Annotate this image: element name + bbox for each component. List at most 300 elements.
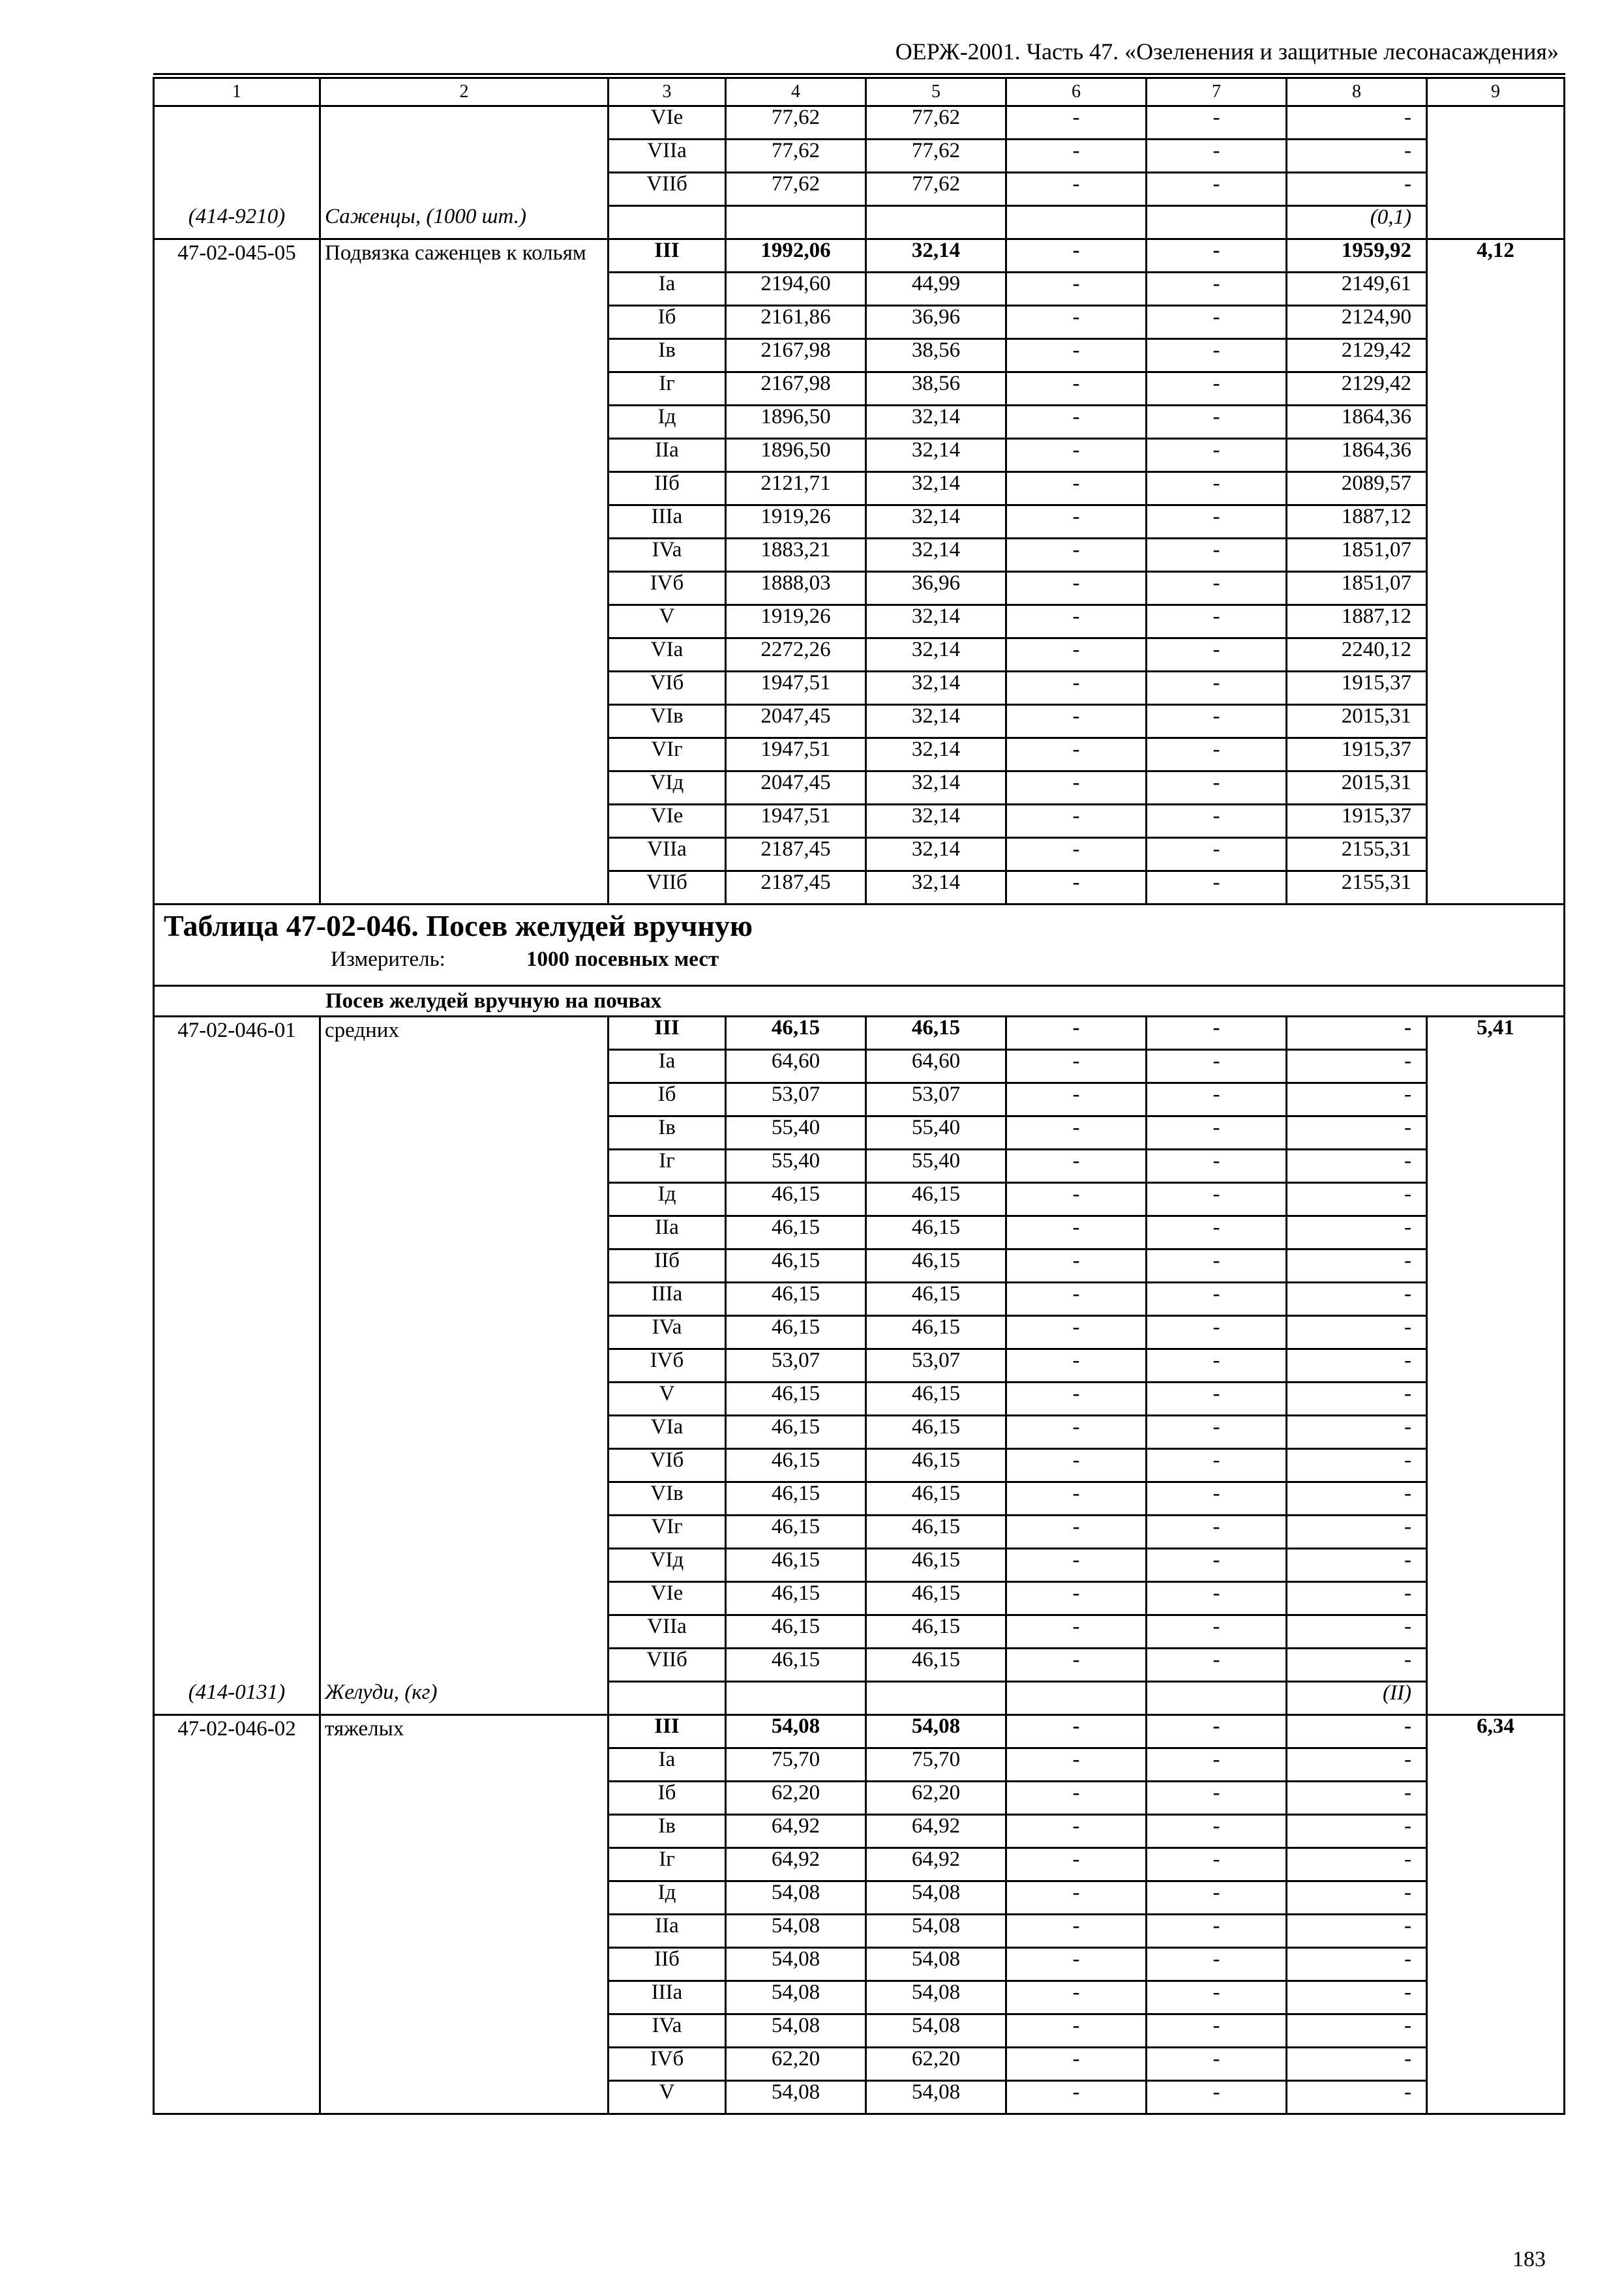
column-number: 6 [1006,78,1147,106]
wages-cell: 32,14 [866,439,1006,472]
materials-cell: 2129,42 [1287,372,1427,406]
zone-cell: VIIб [609,1649,726,1682]
table-title: Таблица 47-02-046. Посев желудей вручную [164,909,753,942]
empty-cell [726,206,866,239]
drivers-wages-cell: - [1147,572,1287,605]
wages-cell: 46,15 [866,1549,1006,1582]
materials-cell: - [1287,1316,1427,1349]
wages-cell: 54,08 [866,2014,1006,2048]
machines-cell: - [1006,771,1147,805]
zone-cell: VIIa [609,1615,726,1649]
machines-cell: - [1006,1482,1147,1516]
drivers-wages-cell: - [1147,1316,1287,1349]
machines-cell: - [1006,239,1147,273]
drivers-wages-cell: - [1147,306,1287,339]
machines-cell: - [1006,372,1147,406]
wages-cell: 55,40 [866,1116,1006,1150]
column-number: 8 [1287,78,1427,106]
wages-cell: 46,15 [866,1249,1006,1283]
drivers-wages-cell: - [1147,1881,1287,1915]
empty-cell [726,1682,866,1715]
zone-cell: Iб [609,1083,726,1116]
machines-cell: - [1006,1017,1147,1050]
total-cost-cell: 1947,51 [726,672,866,705]
total-cost-cell: 1947,51 [726,805,866,838]
wages-cell: 54,08 [866,1915,1006,1948]
machines-cell: - [1006,1050,1147,1083]
resource-qty: (0,1) [1287,206,1427,239]
drivers-wages-cell: - [1147,1249,1287,1283]
zone-cell: Iб [609,306,726,339]
zone-cell: V [609,605,726,638]
machines-cell: - [1006,1150,1147,1183]
materials-cell: 1887,12 [1287,605,1427,638]
wages-cell: 32,14 [866,406,1006,439]
total-cost-cell: 1888,03 [726,572,866,605]
drivers-wages-cell: - [1147,472,1287,505]
zone-cell: Iд [609,1881,726,1915]
materials-cell: - [1287,2014,1427,2048]
work-code: 47-02-046-02 [154,1715,320,2114]
total-cost-cell: 2167,98 [726,372,866,406]
total-cost-cell: 46,15 [726,1017,866,1050]
total-cost-cell: 54,08 [726,1881,866,1915]
total-cost-cell: 54,08 [726,2014,866,2048]
total-cost-cell: 1896,50 [726,439,866,472]
zone-cell: VIд [609,771,726,805]
column-number: 1 [154,78,320,106]
work-code: 47-02-045-05 [154,239,320,905]
zone-cell: Iв [609,1116,726,1150]
empty-cell [1006,206,1147,239]
total-cost-cell: 54,08 [726,2081,866,2114]
resource-name: Саженцы, (1000 шт.) [320,206,609,239]
wages-cell: 54,08 [866,2081,1006,2114]
total-cost-cell: 53,07 [726,1083,866,1116]
wages-cell: 38,56 [866,339,1006,372]
drivers-wages-cell: - [1147,1516,1287,1549]
materials-cell: - [1287,1183,1427,1216]
empty-cell [866,1682,1006,1715]
table-row [154,1017,1565,1050]
column-number: 5 [866,78,1006,106]
materials-cell: - [1287,1050,1427,1083]
wages-cell: 44,99 [866,273,1006,306]
drivers-wages-cell: - [1147,406,1287,439]
zone-cell: Iг [609,372,726,406]
column-number: 3 [609,78,726,106]
total-cost-cell: 54,08 [726,1715,866,1748]
zone-cell: V [609,2081,726,2114]
machines-cell: - [1006,1948,1147,1981]
machines-cell: - [1006,306,1147,339]
zone-cell: IIa [609,1915,726,1948]
work-name: Подвязка саженцев к кольям [320,239,609,905]
materials-cell: - [1287,106,1427,140]
machines-cell: - [1006,572,1147,605]
drivers-wages-cell: - [1147,1482,1287,1516]
empty-cell [609,206,726,239]
total-cost-cell: 55,40 [726,1116,866,1150]
column-number: 7 [1147,78,1287,106]
wages-cell: 32,14 [866,805,1006,838]
materials-cell: - [1287,1116,1427,1150]
drivers-wages-cell: - [1147,705,1287,738]
zone-cell: V [609,1383,726,1416]
zone-cell: VIIa [609,838,726,871]
zone-cell: VIe [609,1582,726,1615]
machines-cell: - [1006,1549,1147,1582]
wages-cell: 36,96 [866,306,1006,339]
materials-cell: 2015,31 [1287,771,1427,805]
drivers-wages-cell: - [1147,372,1287,406]
drivers-wages-cell: - [1147,2014,1287,2048]
machines-cell: - [1006,605,1147,638]
measure-value: 1000 посевных мест [526,947,719,971]
materials-cell: 1851,07 [1287,539,1427,572]
drivers-wages-cell: - [1147,771,1287,805]
zone-cell: Iв [609,1815,726,1848]
materials-cell: 2124,90 [1287,306,1427,339]
total-cost-cell: 2187,45 [726,838,866,871]
measure-label: Измеритель: [331,947,445,971]
machines-cell: - [1006,1249,1147,1283]
materials-cell: 2089,57 [1287,472,1427,505]
materials-cell: - [1287,1848,1427,1881]
total-cost-cell: 2121,71 [726,472,866,505]
drivers-wages-cell: - [1147,1948,1287,1981]
machines-cell: - [1006,871,1147,905]
drivers-wages-cell: - [1147,439,1287,472]
machines-cell: - [1006,1083,1147,1116]
drivers-wages-cell: - [1147,539,1287,572]
total-cost-cell: 46,15 [726,1183,866,1216]
wages-cell: 46,15 [866,1416,1006,1449]
drivers-wages-cell: - [1147,339,1287,372]
work-name [320,106,609,206]
total-cost-cell: 46,15 [726,1316,866,1349]
zone-cell: IVa [609,1316,726,1349]
column-number-row [154,78,1565,106]
wages-cell: 32,14 [866,672,1006,705]
materials-cell: - [1287,1782,1427,1815]
header-title: ОЕРЖ-2001. Часть 47. «Озеленения и защитные лесонасаждения» [895,38,1559,65]
zone-cell: Ia [609,273,726,306]
zone-cell: IIб [609,1948,726,1981]
materials-cell: - [1287,1482,1427,1516]
materials-cell: - [1287,1881,1427,1915]
wages-cell: 32,14 [866,738,1006,771]
materials-cell: 1959,92 [1287,239,1427,273]
total-cost-cell: 64,92 [726,1815,866,1848]
drivers-wages-cell: - [1147,1582,1287,1615]
wages-cell: 32,14 [866,871,1006,905]
machines-cell: - [1006,1416,1147,1449]
wages-cell: 54,08 [866,1981,1006,2014]
wages-cell: 32,14 [866,638,1006,672]
total-cost-cell: 2047,45 [726,771,866,805]
resource-qty: (II) [1287,1682,1427,1715]
drivers-wages-cell: - [1147,1283,1287,1316]
machines-cell: - [1006,1349,1147,1383]
drivers-wages-cell: - [1147,1050,1287,1083]
work-code: 47-02-046-01 [154,1017,320,1682]
materials-cell: - [1287,140,1427,173]
materials-cell: - [1287,1649,1427,1682]
wages-cell: 77,62 [866,106,1006,140]
work-code [154,106,320,206]
drivers-wages-cell: - [1147,805,1287,838]
wages-cell: 32,14 [866,771,1006,805]
materials-cell: - [1287,173,1427,206]
zone-cell: IIб [609,472,726,505]
empty-cell [1147,206,1287,239]
machines-cell: - [1006,805,1147,838]
total-cost-cell: 46,15 [726,1449,866,1482]
materials-cell: 1915,37 [1287,805,1427,838]
materials-cell: - [1287,1449,1427,1482]
subheading-row [154,986,1565,1017]
drivers-wages-cell: - [1147,672,1287,705]
zone-cell: Iв [609,339,726,372]
total-cost-cell: 2187,45 [726,871,866,905]
resource-row [154,1682,1565,1715]
wages-cell: 62,20 [866,2048,1006,2081]
machines-cell: - [1006,339,1147,372]
machines-cell: - [1006,672,1147,705]
machines-cell: - [1006,1782,1147,1815]
machines-cell: - [1006,1915,1147,1948]
drivers-wages-cell: - [1147,638,1287,672]
machines-cell: - [1006,1516,1147,1549]
drivers-wages-cell: - [1147,1549,1287,1582]
page-number: 183 [1512,2247,1546,2271]
zone-cell: VIIб [609,871,726,905]
machines-cell: - [1006,406,1147,439]
total-cost-cell: 46,15 [726,1649,866,1682]
machines-cell: - [1006,1316,1147,1349]
resource-code: (414-9210) [154,206,320,239]
total-cost-cell: 46,15 [726,1383,866,1416]
zone-cell: IIIa [609,505,726,539]
drivers-wages-cell: - [1147,505,1287,539]
zone-cell: IVб [609,1349,726,1383]
total-cost-cell: 2194,60 [726,273,866,306]
drivers-wages-cell: - [1147,838,1287,871]
zone-cell: IIIa [609,1283,726,1316]
total-cost-cell: 2167,98 [726,339,866,372]
drivers-wages-cell: - [1147,1715,1287,1748]
drivers-wages-cell: - [1147,1150,1287,1183]
wages-cell: 55,40 [866,1150,1006,1183]
drivers-wages-cell: - [1147,1449,1287,1482]
drivers-wages-cell: - [1147,1116,1287,1150]
materials-cell: - [1287,1915,1427,1948]
total-cost-cell: 54,08 [726,1981,866,2014]
drivers-wages-cell: - [1147,1748,1287,1782]
total-cost-cell: 1896,50 [726,406,866,439]
total-cost-cell: 77,62 [726,140,866,173]
machines-cell: - [1006,505,1147,539]
drivers-wages-cell: - [1147,605,1287,638]
zone-cell: VIб [609,672,726,705]
materials-cell: - [1287,2048,1427,2081]
zone-cell: IVб [609,2048,726,2081]
measure-row [164,949,1554,970]
zone-cell: VIIб [609,173,726,206]
materials-cell: 1887,12 [1287,505,1427,539]
empty-cell [1147,1682,1287,1715]
zone-cell: VIIa [609,140,726,173]
machines-cell: - [1006,1748,1147,1782]
total-cost-cell: 77,62 [726,173,866,206]
total-cost-cell: 55,40 [726,1150,866,1183]
wages-cell: 46,15 [866,1615,1006,1649]
zone-cell: IIa [609,1216,726,1249]
zone-cell: VIг [609,1516,726,1549]
zone-cell: VIe [609,106,726,140]
wages-cell: 46,15 [866,1482,1006,1516]
materials-cell: - [1287,1150,1427,1183]
wages-cell: 32,14 [866,838,1006,871]
drivers-wages-cell: - [1147,1416,1287,1449]
total-cost-cell: 1919,26 [726,605,866,638]
total-cost-cell: 46,15 [726,1549,866,1582]
total-cost-cell: 62,20 [726,1782,866,1815]
materials-cell: - [1287,1715,1427,1748]
total-cost-cell: 1919,26 [726,505,866,539]
materials-cell: - [1287,1083,1427,1116]
wages-cell: 36,96 [866,572,1006,605]
zone-cell: IVa [609,539,726,572]
empty-cell [1006,1682,1147,1715]
materials-cell: 2015,31 [1287,705,1427,738]
zone-cell: Iд [609,1183,726,1216]
materials-cell: - [1287,1815,1427,1848]
total-cost-cell: 75,70 [726,1748,866,1782]
materials-cell: - [1287,1017,1427,1050]
labor-cost-cell: 6,34 [1427,1715,1565,2114]
total-cost-cell: 1947,51 [726,738,866,771]
machines-cell: - [1006,106,1147,140]
materials-cell: 2149,61 [1287,273,1427,306]
drivers-wages-cell: - [1147,1083,1287,1116]
table-row [154,106,1565,140]
labor-cost-cell [1427,106,1565,239]
wages-cell: 46,15 [866,1449,1006,1482]
machines-cell: - [1006,1283,1147,1316]
machines-cell: - [1006,1881,1147,1915]
machines-cell: - [1006,838,1147,871]
drivers-wages-cell: - [1147,1915,1287,1948]
resource-row [154,206,1565,239]
machines-cell: - [1006,705,1147,738]
drivers-wages-cell: - [1147,140,1287,173]
wages-cell: 46,15 [866,1516,1006,1549]
machines-cell: - [1006,1981,1147,2014]
materials-cell: 2129,42 [1287,339,1427,372]
materials-cell: 2155,31 [1287,871,1427,905]
machines-cell: - [1006,738,1147,771]
machines-cell: - [1006,1116,1147,1150]
zone-cell: III [609,1715,726,1748]
machines-cell: - [1006,539,1147,572]
zone-cell: IIIa [609,1981,726,2014]
zone-cell: IIa [609,439,726,472]
materials-cell: 1864,36 [1287,406,1427,439]
drivers-wages-cell: - [1147,1815,1287,1848]
materials-cell: 1915,37 [1287,738,1427,771]
wages-cell: 77,62 [866,140,1006,173]
wages-cell: 54,08 [866,1715,1006,1748]
zone-cell: Iг [609,1848,726,1881]
materials-cell: - [1287,1383,1427,1416]
wages-cell: 38,56 [866,372,1006,406]
materials-cell: 1851,07 [1287,572,1427,605]
zone-cell: VIa [609,638,726,672]
zone-cell: Iг [609,1150,726,1183]
wages-cell: 53,07 [866,1349,1006,1383]
zone-cell: Ia [609,1748,726,1782]
page-header [153,38,1565,75]
machines-cell: - [1006,2048,1147,2081]
drivers-wages-cell: - [1147,1848,1287,1881]
norms-table [153,77,1565,2115]
zone-cell: IVa [609,2014,726,2048]
zone-cell: VIд [609,1549,726,1582]
total-cost-cell: 77,62 [726,106,866,140]
materials-cell: 1864,36 [1287,439,1427,472]
drivers-wages-cell: - [1147,1183,1287,1216]
wages-cell: 75,70 [866,1748,1006,1782]
resource-code: (414-0131) [154,1682,320,1715]
wages-cell: 32,14 [866,539,1006,572]
machines-cell: - [1006,1383,1147,1416]
zone-cell: IIб [609,1249,726,1283]
materials-cell: - [1287,1283,1427,1316]
drivers-wages-cell: - [1147,273,1287,306]
wages-cell: 46,15 [866,1183,1006,1216]
total-cost-cell: 2161,86 [726,306,866,339]
zone-cell: VIг [609,738,726,771]
drivers-wages-cell: - [1147,1615,1287,1649]
labor-cost-cell: 5,41 [1427,1017,1565,1715]
total-cost-cell: 46,15 [726,1416,866,1449]
table-row [154,239,1565,273]
table-title-cell [154,905,1565,986]
materials-cell: 2240,12 [1287,638,1427,672]
total-cost-cell: 54,08 [726,1915,866,1948]
drivers-wages-cell: - [1147,173,1287,206]
column-number: 4 [726,78,866,106]
drivers-wages-cell: - [1147,1349,1287,1383]
wages-cell: 46,15 [866,1582,1006,1615]
total-cost-cell: 64,60 [726,1050,866,1083]
wages-cell: 62,20 [866,1782,1006,1815]
drivers-wages-cell: - [1147,2081,1287,2114]
drivers-wages-cell: - [1147,106,1287,140]
zone-cell: Iд [609,406,726,439]
materials-cell: - [1287,1516,1427,1549]
wages-cell: 32,14 [866,239,1006,273]
total-cost-cell: 1883,21 [726,539,866,572]
wages-cell: 46,15 [866,1316,1006,1349]
drivers-wages-cell: - [1147,1383,1287,1416]
total-cost-cell: 46,15 [726,1582,866,1615]
machines-cell: - [1006,173,1147,206]
drivers-wages-cell: - [1147,871,1287,905]
zone-cell: IVб [609,572,726,605]
